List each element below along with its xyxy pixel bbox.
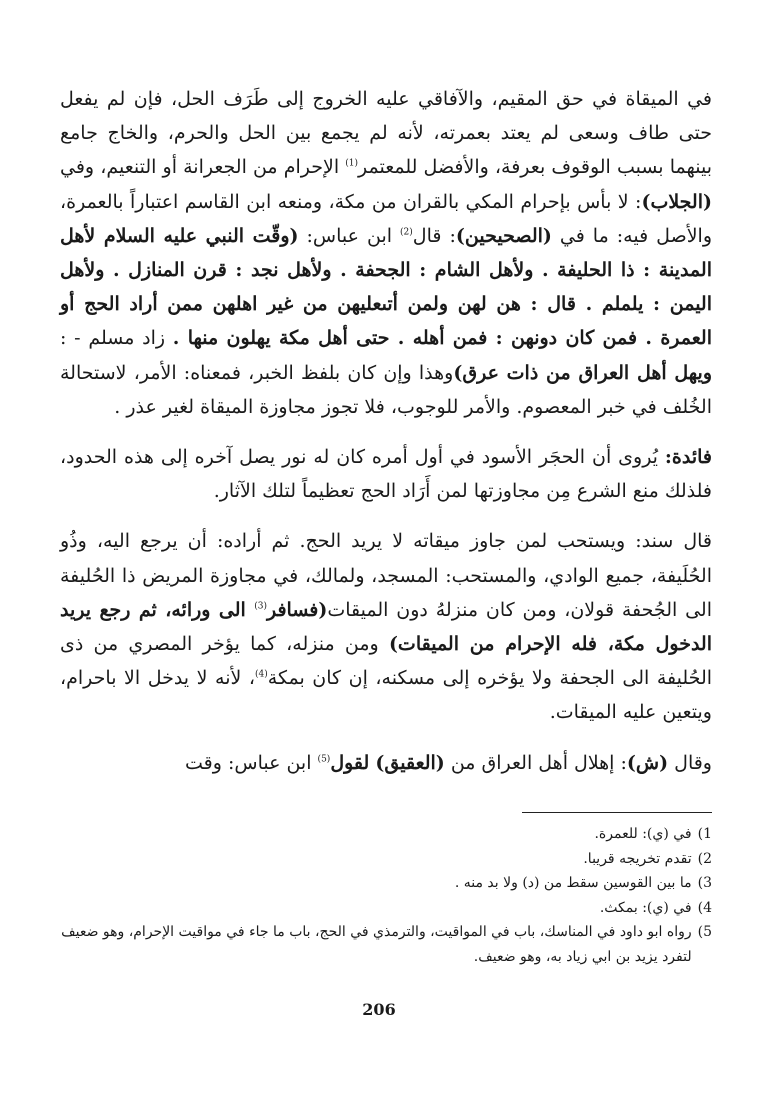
- text-span: : قال: [412, 224, 456, 247]
- bold-text-span: (العقيق): [375, 751, 445, 774]
- text-span: : إهلال أهل العراق من: [444, 751, 627, 774]
- paragraph-3: [60, 524, 712, 729]
- bold-text-span: (فسافر: [266, 598, 328, 621]
- text-span: ابن عباس: وقت: [185, 751, 318, 774]
- text-span: ابن عباس:: [298, 224, 401, 247]
- footnote-4: [60, 896, 712, 921]
- bold-text-span: لقول: [330, 751, 370, 774]
- paragraph-1: [60, 82, 712, 424]
- footnote-2: [60, 847, 712, 872]
- text-span: في الميقاة في حق المقيم، والآفاقي عليه الخروج إلى طَرَف الحل، فإن لم يفعل حتى طاف وسعى لم يعتد بعمرته، لأنه لم يجمع بين الحل والحرم، والخاج جامع بينهما بسبب الوقوف بعرفة، والأفضل للمعتمر: [60, 88, 712, 179]
- bold-text-span: (ش): [626, 751, 669, 774]
- footnote-number: 5): [697, 924, 712, 940]
- text-span: ، لأنه لا يدخل الا باحرام، ويتعين عليه الميقات.: [60, 667, 712, 724]
- footnote-ref: (5): [317, 754, 331, 765]
- footnote-number: 4): [697, 899, 712, 916]
- footnote-text: رواه ابو داود في المناسك، باب في المواقيت، والترمذي في الحج، باب ما جاء في مواقيت الإحرام، وهو ضعيف لتفرد يزيد بن ابي زياد به، وهو ضعيف.: [61, 924, 692, 965]
- footnote-text: تقدم تخريجه قريبا.: [583, 850, 692, 867]
- footnotes: [60, 822, 712, 969]
- text-span: ومن منزله، كما يؤخر المصري من ذى الحُليفة الى الجحفة ولا يؤخره إلى مسكنه، إن كان بمكة: [60, 633, 713, 690]
- bold-text-span: فائدة:: [664, 446, 712, 469]
- footnote-number: 2): [697, 850, 712, 867]
- footnote-ref: (1): [345, 159, 358, 170]
- paragraph-4: [60, 746, 712, 780]
- bold-text-span: (الصحيحين): [455, 224, 552, 247]
- footnote-1: [60, 822, 712, 847]
- footnote-text: ما بين القوسين سقط من (د) ولا بد منه .: [454, 875, 692, 891]
- text-span: يُروى أن الحجَر الأسود في أول أمره كان له نور يصل آخره إلى هذه الحدود، فلذلك منع الشرع مِن مجاوزتها لمن أَرَاد الحج تعظيماً لتلك الآثار.: [60, 446, 712, 503]
- text-span: وهذا وإن كان بلفظ الخبر، فمعناه: الأمر، لاستحالة الخُلف في خبر المعصوم. والأمر للوجوب، فلا تجوز مجاوزة الميقاة لغير عذر .: [60, 361, 712, 418]
- footnote-text: في (ي): للعمرة.: [594, 826, 692, 842]
- footnote-5: [60, 920, 712, 969]
- paragraph-2: [60, 440, 712, 508]
- bold-text-span: ويهل أهل العراق من ذات عرق): [453, 361, 712, 384]
- main-text: [60, 82, 712, 780]
- footnote-ref: (3): [254, 601, 267, 612]
- text-span: زاد مسلم - :: [60, 327, 173, 350]
- text-span: الإحرام من الجعرانة أو التنعيم، وفي: [60, 156, 346, 179]
- footnote-3: [60, 871, 712, 896]
- bold-text-span: الى ورائه، ثم رجع يريد الدخول مكة، فله الإحرام من الميقات): [60, 598, 712, 656]
- footnote-number: 3): [697, 875, 712, 891]
- footnote-text: في (ي): بمكث.: [599, 899, 692, 916]
- text-span: وقال: [668, 751, 712, 774]
- footnote-number: 1): [697, 826, 712, 842]
- bold-text-span: (الجلاب): [641, 190, 712, 213]
- page-number: 206: [362, 1000, 396, 1019]
- text-span: قال سند: ويستحب لمن جاوز ميقاته لا يريد الحج. ثم أراده: أن يرجع اليه، وذُو الحُلَيفة، جميع الوادي، والمستحب: المسجد، ولمالك، في مجاوزة المريض ذا الحُليفة الى الجُحفة قولان، ومن كان منزلهُ دون الميقات: [60, 530, 713, 621]
- text-span: : لا بأس بإحرام المكي بالقران من مكة، ومنعه ابن القاسم اعتباراً بالعمرة، والأصل فيه: ما في: [60, 190, 712, 247]
- footnote-ref: (2): [400, 227, 413, 238]
- footnote-ref: (4): [255, 669, 268, 680]
- footnote-separator: [522, 812, 712, 813]
- bold-text-span: (وقّت النبي عليه السلام لأهل المدينة : ذا الحليفة . ولأهل الشام : الجحفة . ولأهل نجد : قرن المنازل . ولأهل اليمن : يلملم . قال : هن لهن ولمن أتىعليهن من غير اهلهن ممن أراد الحج أو العمرة . فمن كان دونهن : فمن أهله . حتى أهل مكة يهلون منها .: [60, 224, 712, 350]
